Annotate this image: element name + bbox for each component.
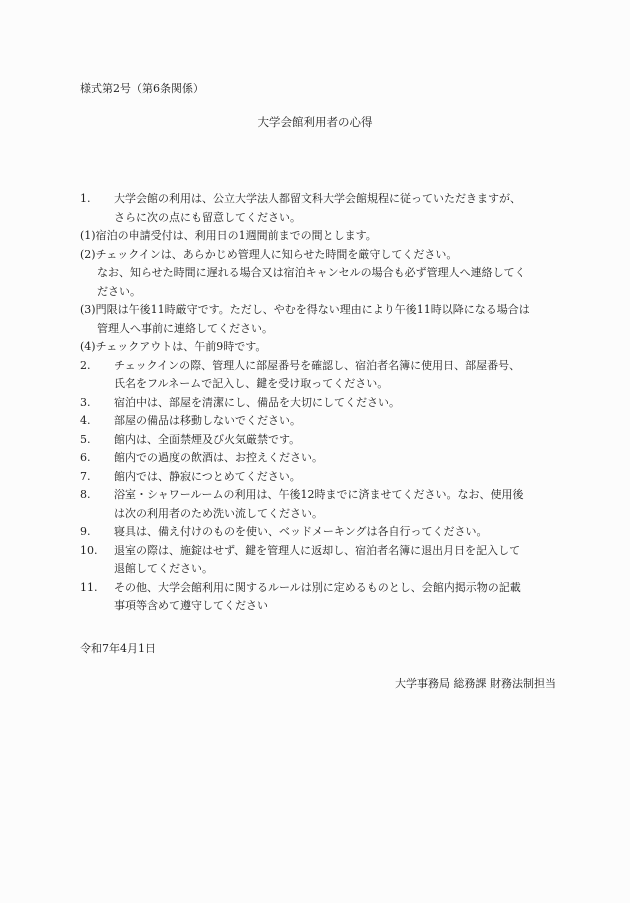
list-item: 7. 館内では、静寂につとめてください。 (80, 469, 301, 483)
sub-item: (4)チェックアウトは、午前9時です。 (80, 340, 267, 353)
list-item: 1. 大学会館の利用は、公立大学法人都留文科大学会館規程に従っていただきますが、 (80, 192, 521, 205)
list-item: 9. 寝具は、備え付けのものを使い、ベッドメーキングは各自行ってください。 (80, 525, 488, 538)
list-item: 5. 館内は、全面禁煙及び火気厳禁です。 (80, 432, 301, 446)
sub-item: (1)宿泊の申請受付は、利用日の1週間前までの間とします。 (80, 229, 377, 242)
sub-item: (3)門限は午後11時厳守です。ただし、やむを得ない理由により午後11時以降になる場合は (80, 303, 530, 316)
list-item: 11. その他、大学会館利用に関するルールは別に定めるものとし、会館内掲示物の記載 (80, 580, 521, 594)
issuer-signature: 大学事務局 総務課 財務法制担当 (395, 677, 556, 690)
list-item: 4. 部屋の備品は移動しないでください。 (80, 414, 301, 427)
sub-item: (2)チェックインは、あらかじめ管理人に知らせた時間を厳守してください。 (80, 247, 458, 261)
list-item: 10. 退室の際は、施錠はせず、鍵を管理人に返却し、宿泊者名簿に退出月日を記入して (80, 543, 521, 557)
rules-list: 1. 大学会館の利用は、公立大学法人都留文科大学会館規程に従っていただきますが、 さらに次の点にも留意してください。 (1)宿泊の申請受付は、利用日の1週間前までの間とします。 (2)チェックインは、あらかじめ管理人に知らせた時間を厳守してください。 なお、知らせた時間に遅れる場合又は宿泊キャンセルの場合も必ず管理人へ連絡してく ださい。 (3)門限は午後11時厳守です。ただし、やむを得ない理由により午後11時以降になる場合は 管理人へ事前に連絡してください。 (4)チェックアウトは、午前9時です。 2. チェックインの際、管理人に部屋番号を確認し、宿泊者名簿に使用日、部屋番号、 氏名をフルネームで記入し、鍵を受け取ってください。 3. 宿泊中は、部屋を清潔にし、備品を大切にしてください。 4. 部屋の備品は移動しないでください。 5. 館内は、全面禁煙及び火気厳禁です。 6. 館内での過度の飲酒は、お控えください。 7. 館内では、静寂につとめてください。 8. 浴室・シャワールームの利用は、午後12時までに済ませてください。なお、使用後 は次の利用者のため洗い流してください。 9. 寝具は、備え付けのものを使い、ベッドメーキングは各自行ってください。 10. 退室の際は、施錠はせず、鍵を管理人に返却し、宿泊者名簿に退出月日を記入して 退館してください。 11. その他、大学会館利用に関するルールは別に定めるものとし、会館内掲示物の記載 事項等含めて遵守してください (80, 190, 560, 616)
list-item: 3. 宿泊中は、部屋を清潔にし、備品を大切にしてください。 (80, 395, 400, 409)
form-number: 様式第2号（第6条関係） (80, 82, 204, 95)
list-item: 2. チェックインの際、管理人に部屋番号を確認し、宿泊者名簿に使用日、部屋番号、 (80, 358, 521, 372)
document-title: 大学会館利用者の心得 (257, 115, 373, 129)
list-item: 8. 浴室・シャワールームの利用は、午後12時までに済ませてください。なお、使用後 (80, 488, 524, 501)
list-item: 6. 館内での過度の飲酒は、お控えください。 (80, 451, 323, 464)
issue-date: 令和7年4月1日 (80, 642, 156, 655)
